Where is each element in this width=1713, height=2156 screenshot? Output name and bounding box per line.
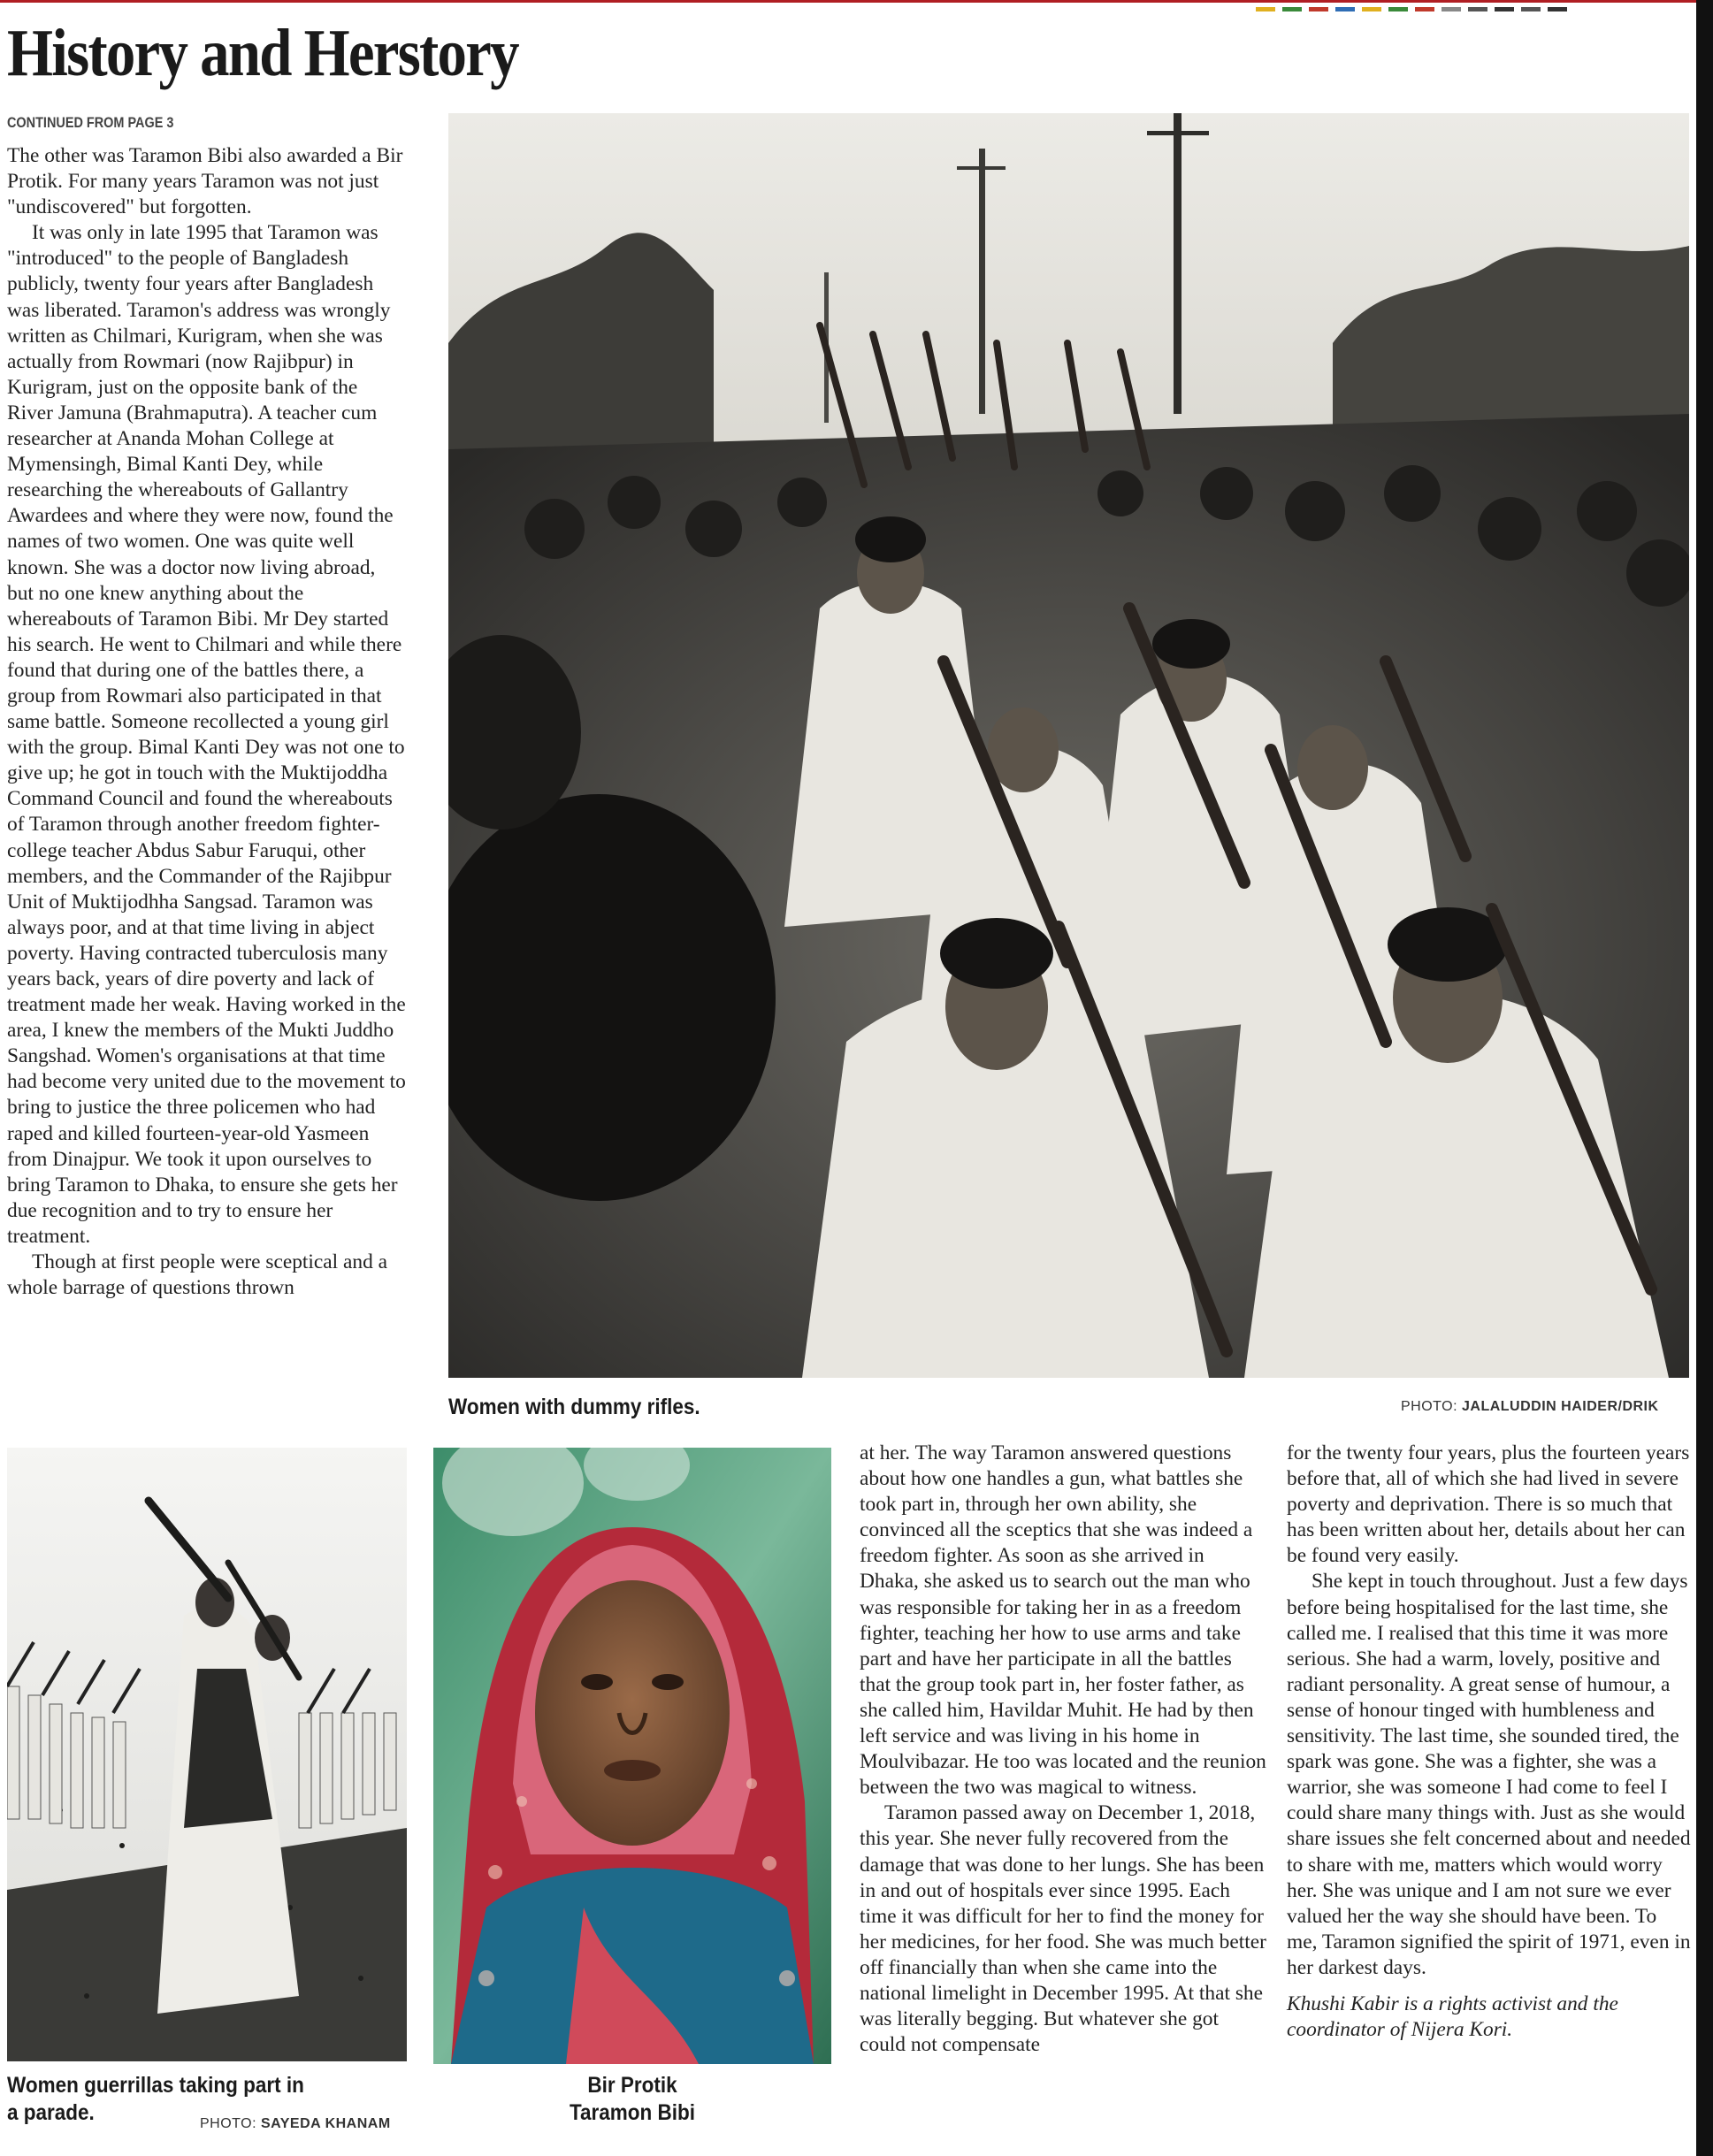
- page-headline: History and Herstory: [7, 16, 518, 90]
- credit-name: JALALUDDIN HAIDER/DRIK: [1462, 1399, 1659, 1414]
- credit-label: PHOTO:: [200, 2116, 261, 2131]
- paragraph: Though at first people were sceptical and a whole barrage of questions thrown: [7, 1250, 388, 1300]
- paragraph: for the twenty four years, plus the fourteen years before that, all of which she had lived in severe poverty and deprivation. There is so much that has been written about her, details about her can be found very easily.: [1287, 1441, 1690, 1568]
- portrait-caption-line-1: Bir Protik: [587, 2073, 677, 2098]
- parade-photo-credit: [200, 2116, 391, 2132]
- portrait-photo-taramon-bibi: [433, 1448, 831, 2064]
- author-byline: Khushi Kabir is a rights activist and the coordinator of Nijera Kori.: [1287, 1992, 1618, 2042]
- main-photo-credit: [1401, 1399, 1659, 1415]
- credit-name: SAYEDA KHANAM: [261, 2116, 391, 2131]
- paragraph: Taramon passed away on December 1, 2018, this year. She never fully recovered from the damage that was done to her lungs. She has been in and out of hospitals ever since 1995. Each time it was difficult for her to find the money for her medicines, for her food. She was much better off financially than when she came into the national limelight in December 1995. At that she was literally begging. But whatever she got could not compensate: [860, 1801, 1266, 2057]
- article-column-3: [860, 1441, 1266, 2058]
- article-column-1: [7, 143, 407, 1301]
- paragraph: She kept in touch throughout. Just a few days before being hospitalised for the last time, she called me. I realised that this time it was more serious. She had a warm, lovely, positive and radiant personality. A great sense of humour, a sense of honour tinged with humbleness and sensitivity. The last time, she sounded tired, the spark was gone. She was a fighter, she was a warrior, she was someone I had come to feel I could share many things with. Just as she would share issues she felt concerned about and needed to share with me, matters which would worry her. She was unique and I am not sure we ever valued her the way she should have been. To me, Taramon signified the spirit of 1971, even in her darkest days.: [1287, 1570, 1691, 1979]
- main-photo-women-with-rifles: [448, 113, 1689, 1378]
- paragraph: It was only in late 1995 that Taramon was "introduced" to the people of Bangladesh publicly, twenty four years after Bangladesh was liberated. Taramon's address was wrongly written as Chilmari, Kurigram, when she was actually from Rowmari (now Rajibpur) in Kurigram, just on the opposite bank of the River Jamuna (Brahmaputra). A teacher cum researcher at Ananda Mohan College at Mymensingh, Bimal Kanti Dey, while researching the whereabouts of Gallantry Awardees and where they were now, found the names of two women. One was quite well known. She was a doctor now living abroad, but no one knew anything about the whereabouts of Taramon Bibi. Mr Dey started his search. He went to Chilmari and while there found that during one of the battles there, a group from Rowmari also participated in that same battle. Someone recollected a young girl with the group. Bimal Kanti Dey was not one to give up; he got in touch with the Muktijoddha Command Council and found the whereabouts of Taramon through another freedom fighter-college teacher Abdus Sabur Faruqui, other members, and the Commander of the Rajibpur Unit of Muktijodhha Sangsad. Taramon was always poor, and at that time living in abject poverty. Having contracted tuberculosis many years back, years of dire poverty and lack of treatment made her weak. Having worked in the area, I knew the members of the Mukti Juddho Sangshad. Women's organisations at that time had become very united due to the movement to bring to justice the three policemen who had raped and killed fourteen-year-old Yasmeen from Dinajpur. We took it upon ourselves to bring Taramon to Dhaka, to ensure she gets her due recognition and to try to ensure her treatment.: [7, 221, 406, 1248]
- main-photo-caption: Women with dummy rifles.: [448, 1395, 700, 1419]
- color-stripes: [1256, 0, 1694, 4]
- article-column-4: [1287, 1441, 1692, 2043]
- paragraph: The other was Taramon Bibi also awarded a Bir Protik. For many years Taramon was not just "undiscovered" but forgotten.: [7, 144, 403, 219]
- credit-label: PHOTO:: [1401, 1399, 1462, 1414]
- paragraph: at her. The way Taramon answered questions about how one handles a gun, what battles she took part in, through her own ability, she convinced all the sceptics that she was indeed a freedom fighter. As soon as she arrived in Dhaka, she asked us to search out the man who was responsible for taking her in as a freedom fighter, teaching her how to use arms and take part and have her participate in all the battles that the group took part in, her foster father, as she called him, Havildar Muhit. He had by then left service and was living in his home in Moulvibazar. He too was located and the reunion between the two was magical to witness.: [860, 1441, 1266, 1800]
- portrait-caption: [541, 2072, 724, 2127]
- parade-photo: [7, 1448, 407, 2061]
- page-edge-bar: [1696, 0, 1713, 2156]
- parade-photo-caption: Women guerrillas taking part in a parade.: [7, 2073, 304, 2125]
- continued-kicker: CONTINUED FROM PAGE 3: [7, 114, 174, 131]
- portrait-caption-line-2: Taramon Bibi: [569, 2100, 696, 2125]
